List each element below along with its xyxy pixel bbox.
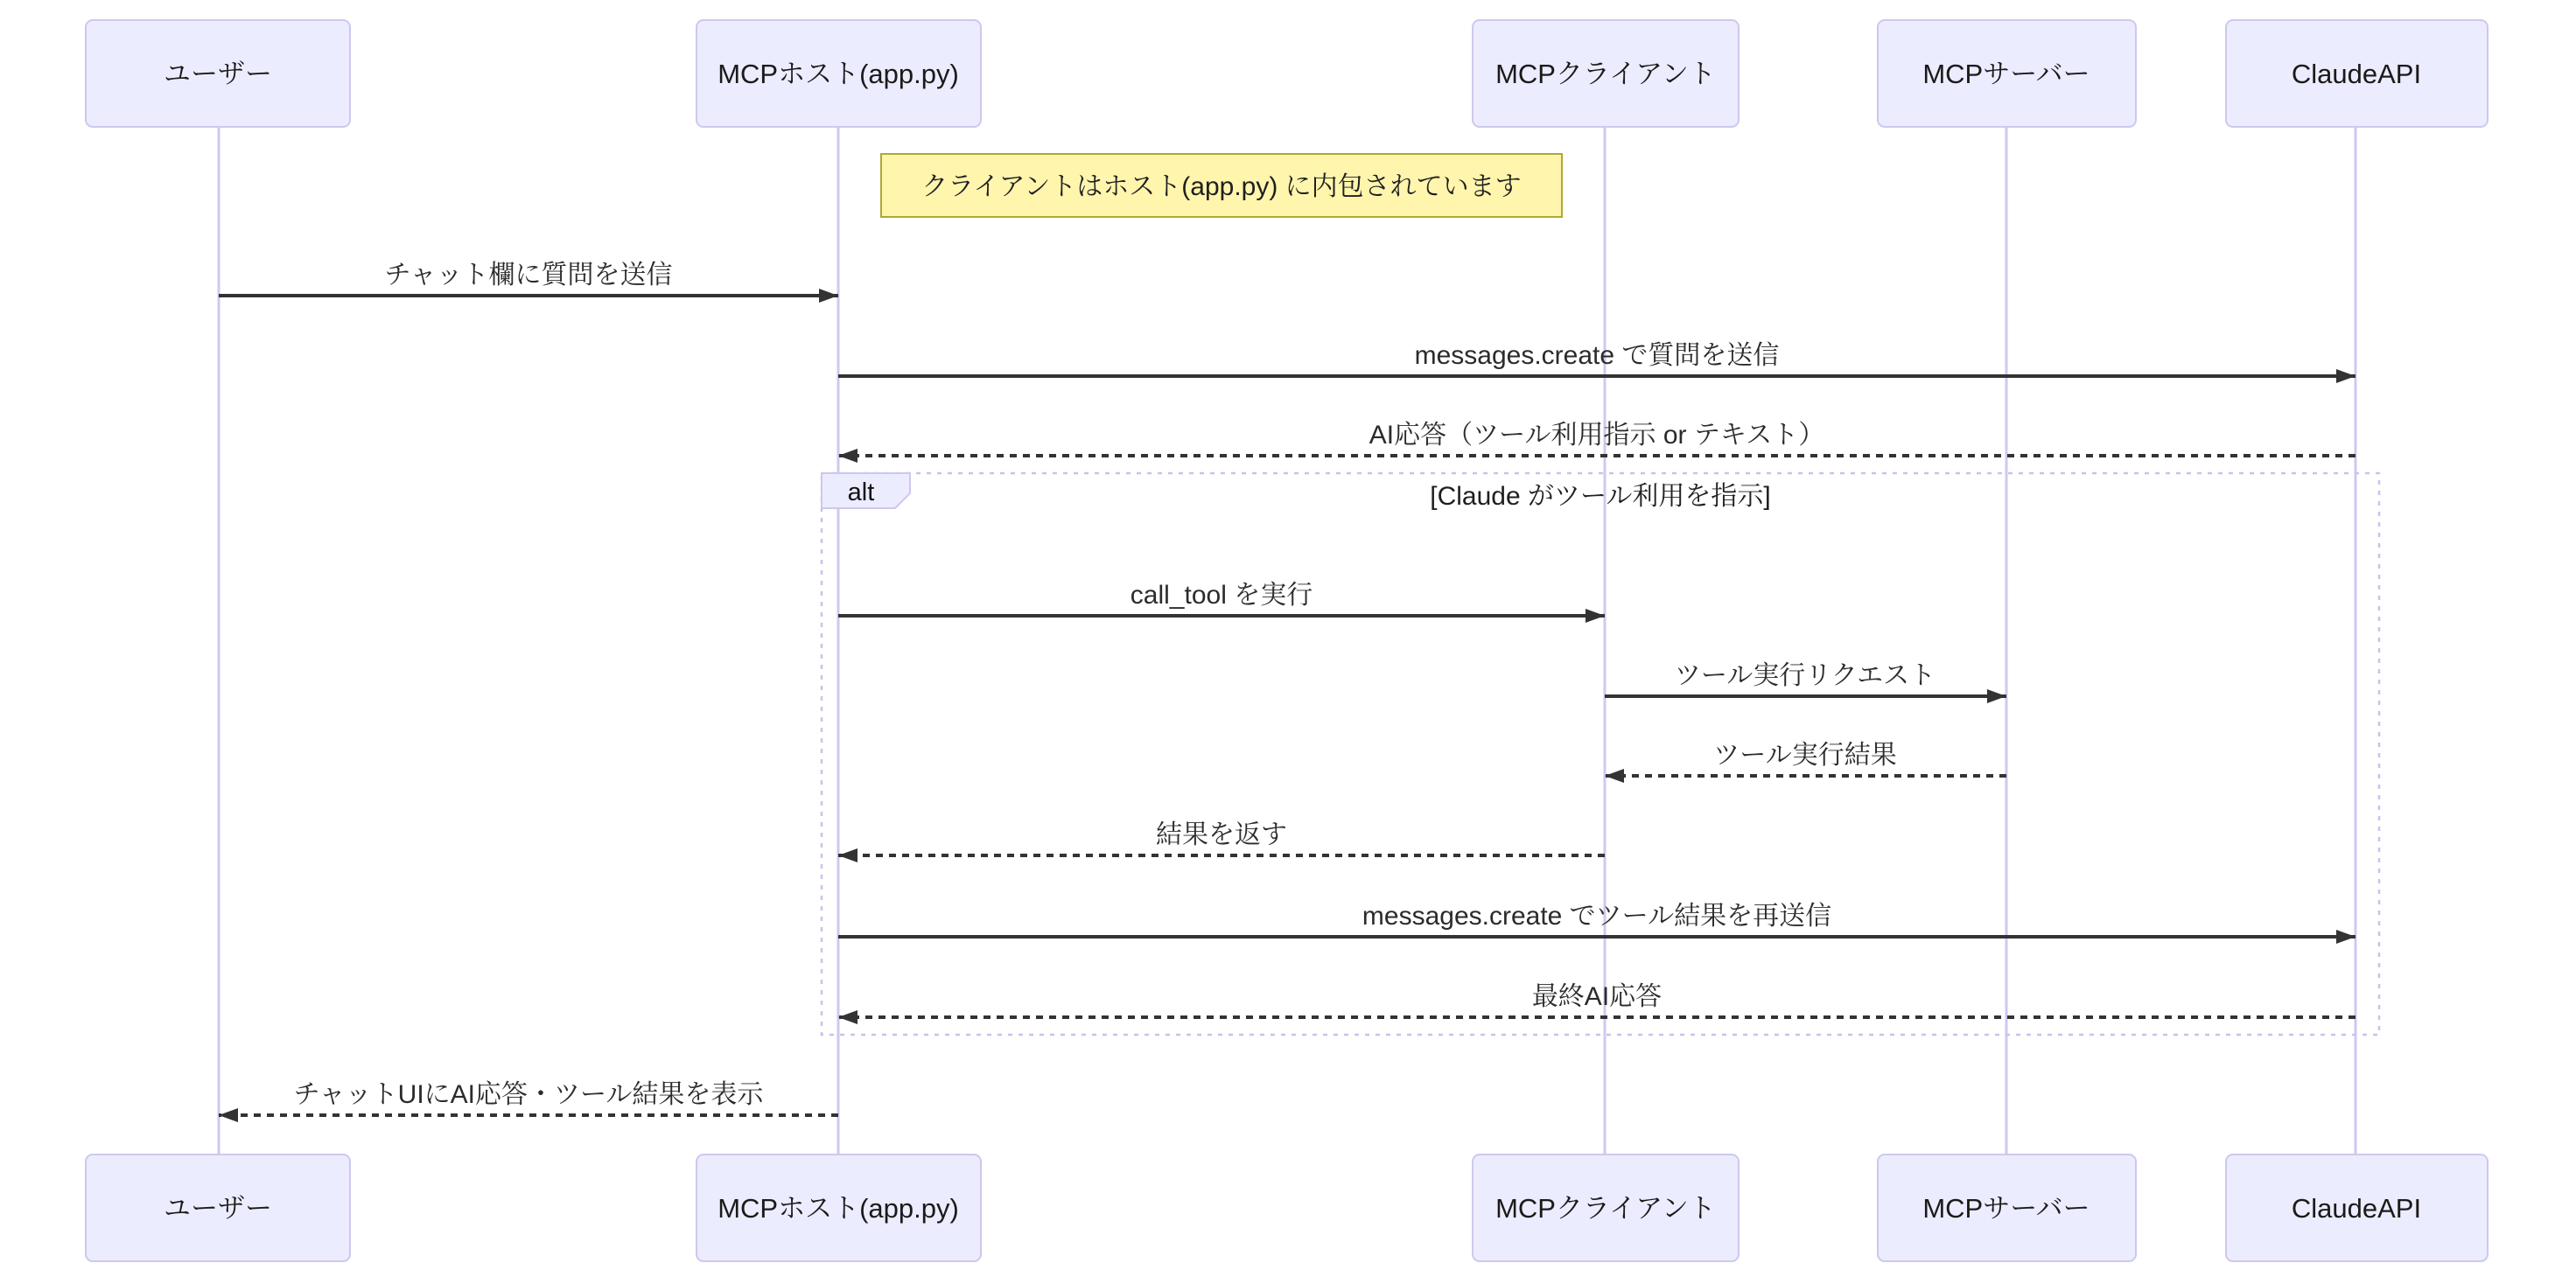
alt-frame-rect <box>822 473 2379 1035</box>
message-label: ツール実行リクエスト <box>1674 661 1936 690</box>
participant-bottom-client <box>1473 1155 1739 1261</box>
message-label: チャットUIにAI応答・ツール結果を表示 <box>293 1080 764 1109</box>
message-label: call_tool を実行 <box>1130 581 1313 610</box>
participant-label: ClaudeAPI <box>2291 59 2422 89</box>
participant-label: MCPクライアント <box>1495 59 1716 89</box>
alt-frame <box>822 473 2379 1035</box>
participant-top-client <box>1473 20 1739 127</box>
message-label: AI応答（ツール利用指示 or テキスト） <box>1368 421 1825 450</box>
message-label: チャット欄に質問を送信 <box>384 261 673 290</box>
message-label: messages.create で質問を送信 <box>1414 341 1780 370</box>
message-6 <box>1605 741 2006 776</box>
participant-top-server <box>1878 20 2136 127</box>
participant-label: MCPホスト(app.py) <box>718 1193 959 1224</box>
participant-top-claude <box>2226 20 2488 127</box>
alt-condition: [Claude がツール利用を指示] <box>1430 482 1771 511</box>
message-5 <box>1605 661 2006 696</box>
message-label: 最終AI応答 <box>1531 982 1662 1011</box>
participant-bottom-host <box>696 1155 981 1261</box>
note <box>881 154 1562 217</box>
message-8 <box>838 902 2356 937</box>
message-10 <box>219 1080 838 1115</box>
participant-bottom-server <box>1878 1155 2136 1261</box>
participant-top-host <box>696 20 981 127</box>
participant-label: ClaudeAPI <box>2291 1193 2422 1224</box>
participant-bottom-claude <box>2226 1155 2488 1261</box>
message-label: ツール実行結果 <box>1713 741 1897 770</box>
participant-label: MCPホスト(app.py) <box>718 59 959 89</box>
participant-top-user <box>86 20 350 127</box>
participant-label: MCPクライアント <box>1495 1193 1716 1224</box>
participant-label: MCPサーバー <box>1922 1193 2090 1224</box>
participant-label: ユーザー <box>164 59 272 89</box>
message-label: 結果を返す <box>1156 820 1287 849</box>
message-label: messages.create でツール結果を再送信 <box>1362 902 1832 931</box>
message-4 <box>838 581 1605 616</box>
message-1 <box>219 261 838 296</box>
message-9 <box>838 982 2356 1017</box>
message-3 <box>838 421 2356 456</box>
message-2 <box>838 341 2356 376</box>
participant-bottom-user <box>86 1155 350 1261</box>
participant-label: ユーザー <box>164 1193 272 1224</box>
message-7 <box>838 820 1605 855</box>
note-text: クライアントはホスト(app.py) に内包されています <box>921 172 1522 201</box>
alt-label: alt <box>847 478 875 506</box>
participant-label: MCPサーバー <box>1922 59 2090 89</box>
